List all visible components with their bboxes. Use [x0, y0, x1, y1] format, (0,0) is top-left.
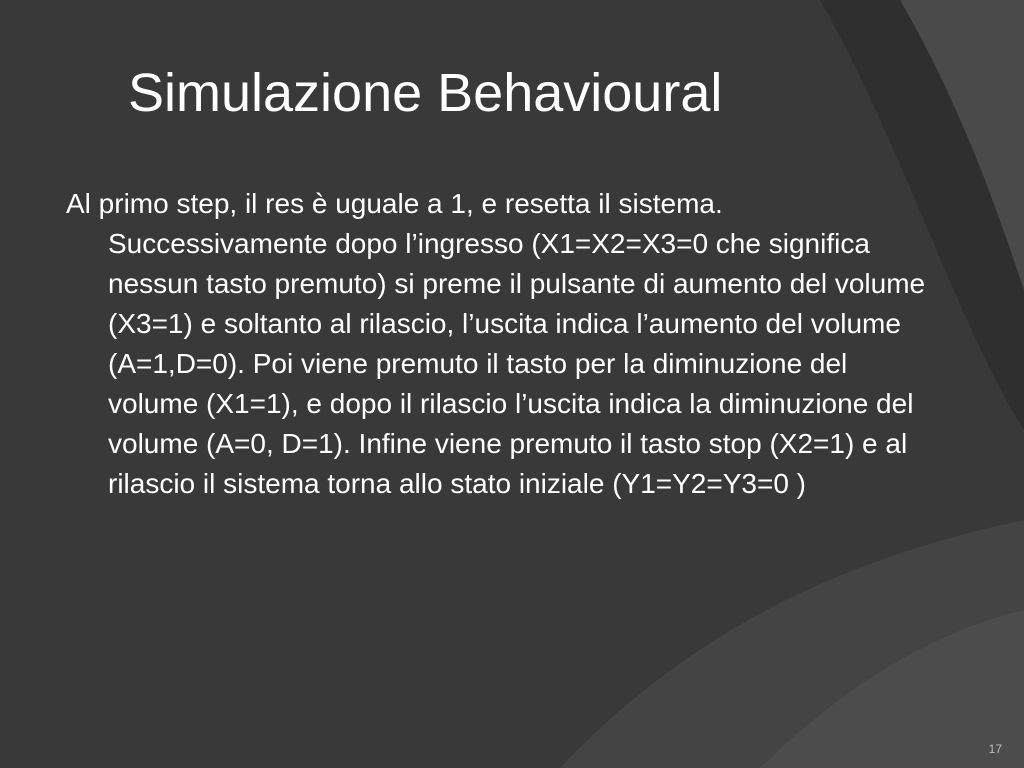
slide-number: 17	[988, 742, 1002, 756]
slide-body-text: Al primo step, il res è uguale a 1, e resetta il sistema. Successivamente dopo l’ingresso (X1=X2=X3=0 che significa nessun tasto premuto) si preme il pulsante di aumento del volume (X3=1) e soltanto al rilascio, l’uscita indica l’aumento del volume (A=1,D=0). Poi viene premuto il tasto per la diminuzione del volume (X1=1), e dopo il rilascio l’uscita indica la diminuzione del volume (A=0, D=1). Infine viene premuto il tasto stop (X2=1) e al rilascio il sistema torna allo stato iniziale (Y1=Y2=Y3=0 )	[66, 188, 926, 499]
slide-title: Simulazione Behavioural	[128, 63, 723, 123]
